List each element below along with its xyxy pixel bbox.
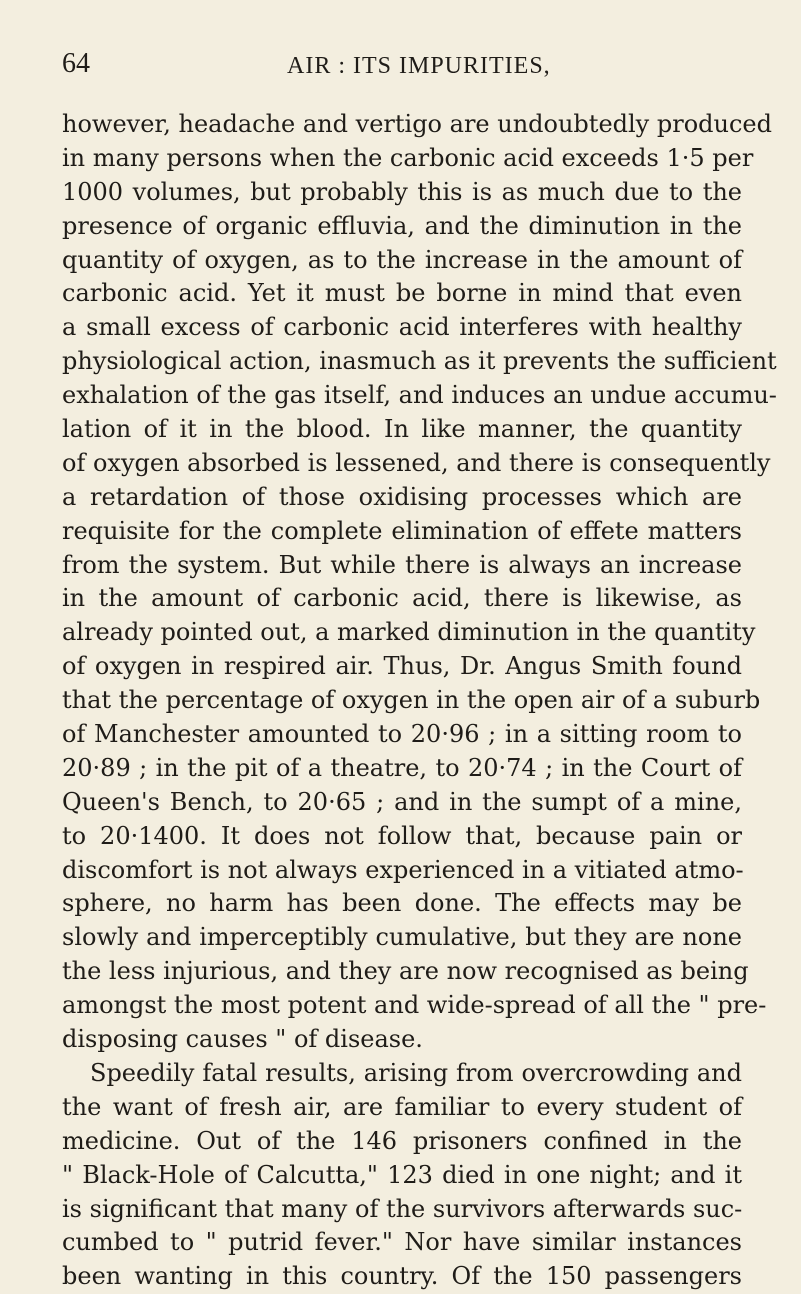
text-line: of Manchester amounted to 20·96 ; in a sitting room to [62, 720, 742, 749]
text-line: cumbed to " putrid fever." Nor have similar instances [62, 1228, 742, 1257]
text-line: 1000 volumes, but probably this is as much due to the [62, 177, 742, 206]
text-line: the want of fresh air, are familiar to every student of [62, 1092, 742, 1121]
text-line: already pointed out, a marked diminution in the quantity [62, 618, 756, 647]
body-text [62, 108, 777, 1294]
text-line: requisite for the complete elimination of effete matters [62, 516, 742, 545]
text-line: disposing causes " of disease. [62, 1025, 423, 1054]
text-line: carbonic acid. Yet it must be borne in mind that even [62, 279, 742, 308]
text-line: presence of organic effluvia, and the diminution in the [62, 211, 742, 240]
text-line: in the amount of carbonic acid, there is likewise, as [62, 584, 742, 613]
text-line: Queen's Bench, to 20·65 ; and in the sumpt of a mine, [62, 787, 742, 816]
text-line: however, headache and vertigo are undoubtedly produced [62, 110, 772, 138]
text-line: of oxygen absorbed is lessened, and there is consequently [62, 448, 771, 477]
text-line: in many persons when the carbonic acid exceeds 1·5 per [62, 143, 754, 172]
text-line: Speedily fatal results, arising from overcrowding and [90, 1058, 742, 1087]
text-line: quantity of oxygen, as to the increase in the amount of [62, 245, 742, 274]
text-line: a retardation of those oxidising processes which are [62, 482, 742, 511]
text-line: lation of it in the blood. In like manner, the quantity [62, 415, 742, 444]
text-line: is significant that many of the survivors afterwards suc- [62, 1194, 743, 1223]
text-line: the less injurious, and they are now recognised as being [62, 957, 749, 986]
text-line: physiological action, inasmuch as it prevents the sufficient [62, 347, 777, 376]
text-line: discomfort is not always experienced in a vitiated atmo- [62, 855, 744, 884]
page-header [62, 46, 761, 82]
text-line: medicine. Out of the 146 prisoners confined in the [62, 1126, 742, 1155]
text-line: 20·89 ; in the pit of a theatre, to 20·74 ; in the Court of [62, 753, 742, 782]
text-line: that the percentage of oxygen in the open air of a suburb [62, 686, 761, 715]
text-line: a small excess of carbonic acid interferes with healthy [62, 313, 742, 342]
text-line: " Black-Hole of Calcutta," 123 died in one night; and it [62, 1160, 742, 1189]
text-line: slowly and imperceptibly cumulative, but they are none [62, 923, 742, 952]
text-line: from the system. But while there is always an increase [62, 550, 742, 579]
text-line: amongst the most potent and wide-spread of all the " pre- [62, 991, 767, 1020]
text-line: sphere, no harm has been done. The effects may be [62, 889, 742, 918]
page-number: 64 [62, 48, 90, 79]
running-head: AIR : ITS IMPURITIES, [287, 53, 551, 79]
text-line: to 20·1400. It does not follow that, because pain or [62, 821, 742, 850]
text-line: of oxygen in respired air. Thus, Dr. Angus Smith found [62, 652, 742, 681]
text-line: exhalation of the gas itself, and induces an undue accumu- [62, 381, 777, 410]
text-line: been wanting in this country. Of the 150 passengers [62, 1262, 742, 1291]
